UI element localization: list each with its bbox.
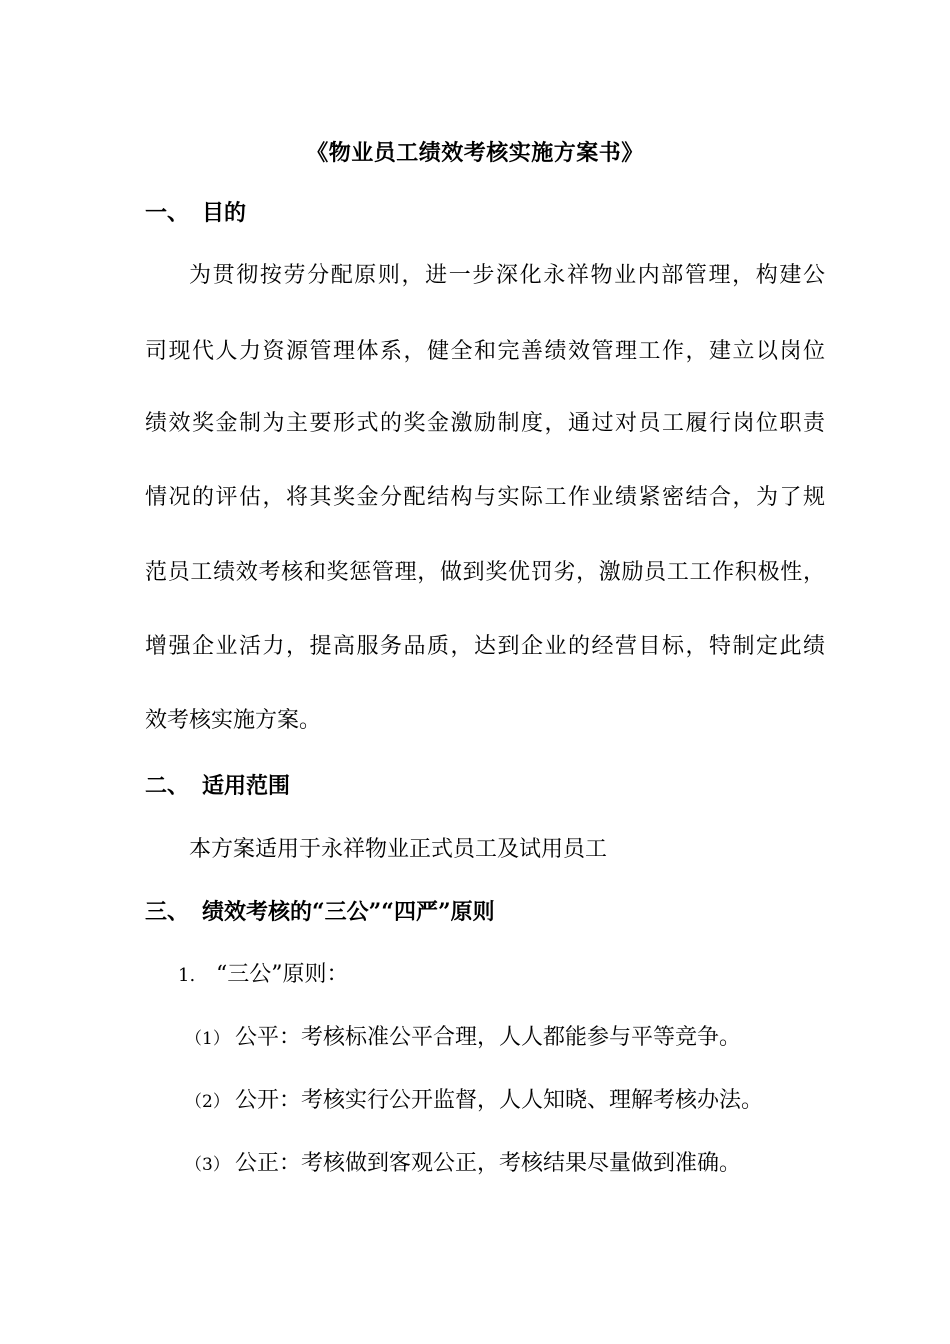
sub-item-marker: （1）: [185, 1029, 230, 1049]
section-title: 适用范围: [202, 773, 291, 799]
sub-item-marker: （3）: [185, 1155, 230, 1175]
paragraph-line: 情况的评估，将其奖金分配结构与实际工作业绩紧密结合，为了规: [145, 485, 825, 510]
sub-item-marker: （2）: [185, 1092, 230, 1112]
document-title: 《物业员工绩效考核实施方案书》: [306, 140, 644, 166]
section-title: 目的: [202, 200, 247, 226]
sub-item-text: 公开：考核实行公开监督，人人知晓、理解考核办法。: [235, 1088, 764, 1113]
paragraph-line: 绩效奖金制为主要形式的奖金激励制度，通过对员工履行岗位职责: [145, 411, 825, 436]
list-marker: 1.: [178, 965, 196, 986]
section-heading-purpose: [145, 198, 246, 228]
sub-item-fairness: [185, 1023, 741, 1054]
paragraph-line: 效考核实施方案。: [145, 708, 322, 733]
section-number: 一、: [145, 200, 190, 226]
section-heading-scope: [145, 771, 290, 801]
paragraph-line: 增强企业活力，提高服务品质，达到企业的经营目标，特制定此绩: [145, 634, 825, 659]
list-label: “三公”原则：: [216, 962, 349, 987]
section-number: 二、: [145, 773, 190, 799]
sub-item-impartiality: [185, 1149, 741, 1180]
section-number: 三、: [145, 899, 190, 925]
section-title: 绩效考核的“三公”“四严”原则: [202, 899, 495, 925]
paragraph-line: 司现代人力资源管理体系，健全和完善绩效管理工作，建立以岗位: [145, 339, 825, 364]
sub-item-text: 公正：考核做到客观公正，考核结果尽量做到准确。: [235, 1151, 742, 1176]
paragraph-line: 为贯彻按劳分配原则，进一步深化永祥物业内部管理，构建公: [189, 263, 825, 288]
paragraph-line: 范员工绩效考核和奖惩管理，做到奖优罚劣，激励员工工作积极性，: [145, 560, 825, 585]
section-heading-principles: [145, 897, 495, 927]
sub-item-openness: [185, 1086, 763, 1117]
list-item-three-principles: [178, 960, 349, 991]
paragraph-line: 本方案适用于永祥物业正式员工及试用员工: [189, 837, 608, 862]
sub-item-text: 公平：考核标准公平合理，人人都能参与平等竞争。: [235, 1025, 742, 1050]
